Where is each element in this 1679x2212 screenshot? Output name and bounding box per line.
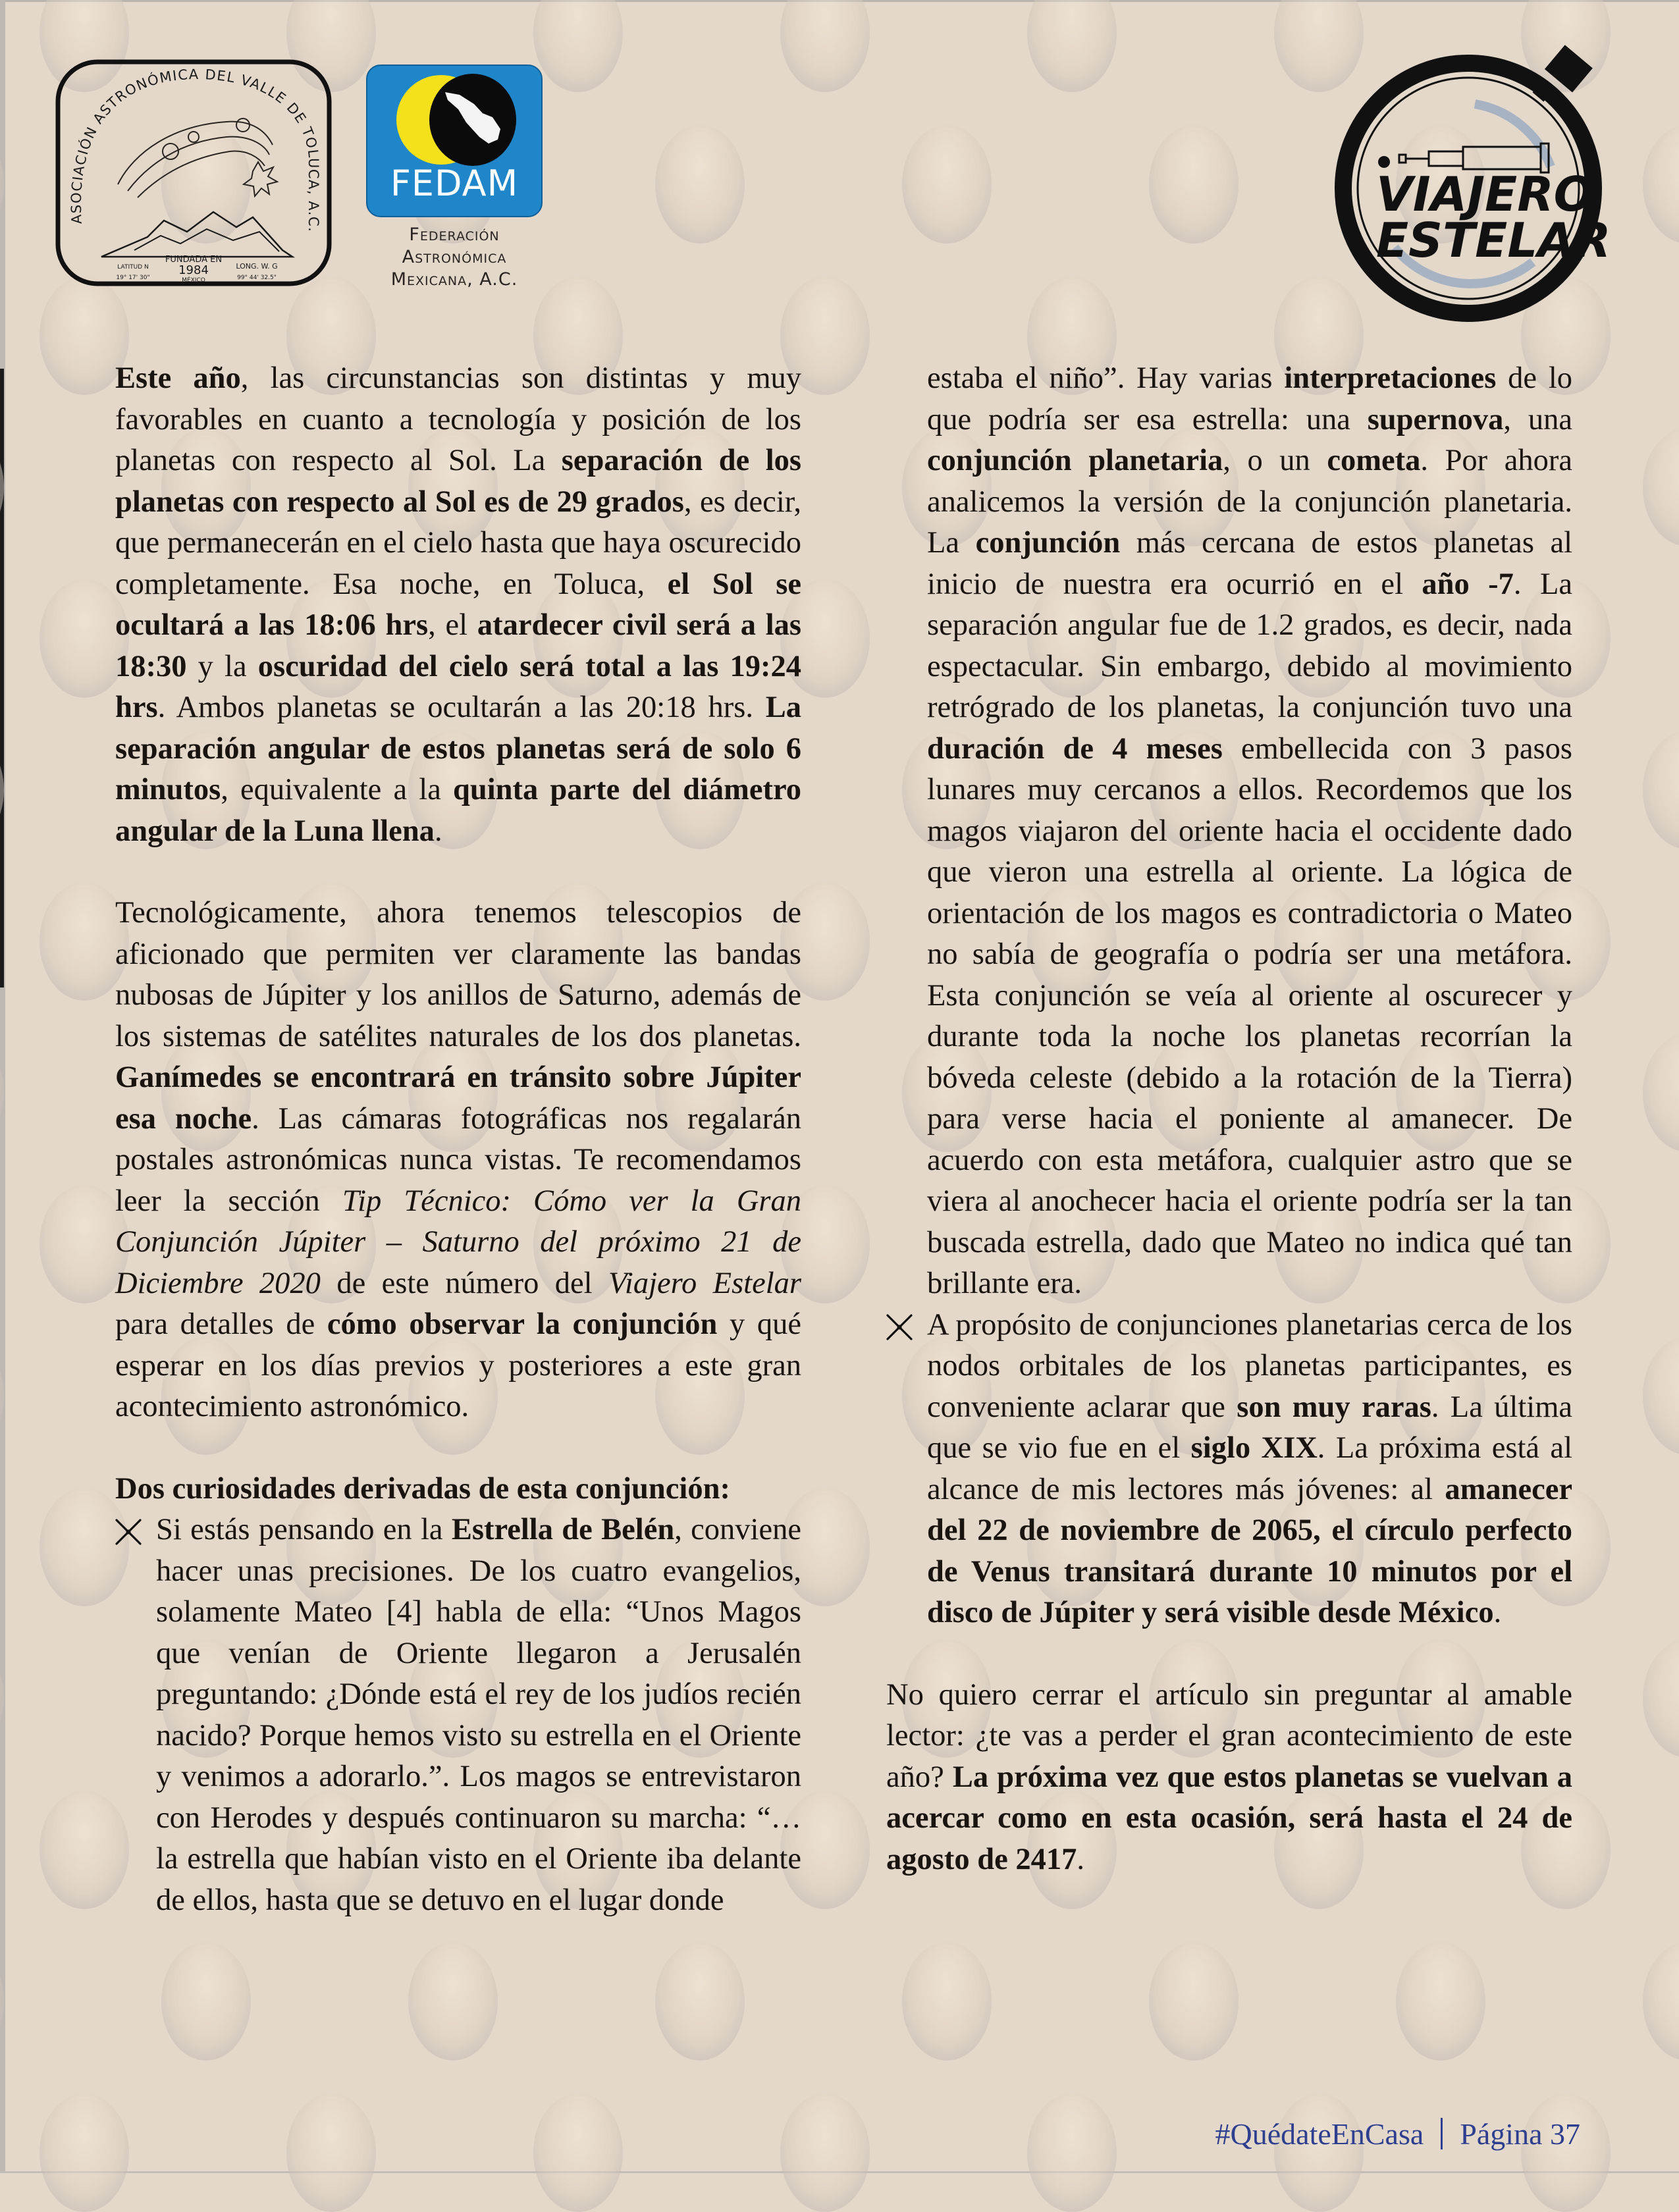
moon-decoration xyxy=(408,1942,498,2061)
text-run: de lo que podría ser esa estrella: una xyxy=(927,361,1573,436)
viajero-estelar-logo xyxy=(1323,38,1620,328)
text-run: . La última que se vio fue en el xyxy=(927,1390,1572,1465)
page-footer xyxy=(1215,2117,1580,2151)
moon-decoration xyxy=(0,428,4,546)
text-run: . La separación angular fue de 1.2 grados, es decir, nada espectacular. Sin embargo, debido al movimiento retrógrado de los planetas, la conjunción tuvo una xyxy=(927,567,1572,724)
article-column-left xyxy=(115,358,801,1921)
moon-decoration xyxy=(1274,2094,1364,2212)
moon-decoration xyxy=(0,1336,4,1455)
bold-run: cometa xyxy=(1327,444,1421,477)
moon-decoration xyxy=(286,2094,376,2212)
bold-run: año -7 xyxy=(1422,567,1514,601)
bold-run: quinta parte del diámetro angular de la Luna llena xyxy=(115,773,802,848)
moon-decoration xyxy=(1027,2094,1117,2212)
aavt-founded-year: 1984 xyxy=(178,263,209,277)
moon-decoration xyxy=(1521,2094,1611,2212)
italic-run: Tip Técnico: Cómo ver la Gran Conjunción Júpiter – Saturno del próximo 21 de Diciembre 2020 xyxy=(115,1184,801,1300)
moon-decoration xyxy=(533,2094,623,2212)
text-run: , es decir, que permanecerán en el cielo hasta que haya oscurecido completamente. Esa noche, en Toluca, xyxy=(115,485,801,601)
moon-decoration xyxy=(1643,125,1679,244)
article-column-right xyxy=(886,358,1572,1880)
four-point-star-icon xyxy=(885,1314,914,1340)
moon-decoration xyxy=(655,125,745,244)
bold-run: conjunción planetaria xyxy=(927,444,1223,477)
text-run: estaba el niño”. Hay varias xyxy=(927,361,1285,395)
fedam-caption-line: Federación xyxy=(409,224,500,245)
moon-decoration xyxy=(1643,428,1679,546)
moon-decoration xyxy=(1643,1639,1679,1758)
bullet-text xyxy=(927,358,1572,1305)
moon-decoration xyxy=(40,2094,129,2212)
text-run: . La próxima está al alcance de mis lectores más jóvenes: al xyxy=(927,1431,1572,1506)
moon-decoration xyxy=(1149,125,1239,244)
fedam-logo xyxy=(366,65,543,288)
text-run: . xyxy=(1077,1842,1084,1876)
bullet-item-star-of-bethlehem xyxy=(115,1510,801,1921)
moon-decoration xyxy=(1149,1942,1239,2061)
bold-run: duración de 4 meses xyxy=(927,731,1223,766)
text-run: . Ambos planetas se ocultarán a las 20:18 hrs. xyxy=(157,691,766,724)
fedam-caption-line: Mexicana, A.C. xyxy=(390,269,518,290)
aavt-latitude-value: 19° 17' 30" xyxy=(116,275,150,281)
fedam-caption-line: Astronómica xyxy=(402,247,507,267)
aavt-latitude-label: LATITUD N xyxy=(117,264,149,271)
aavt-longitude-label: LONG. W. G xyxy=(236,262,278,271)
bullet-text xyxy=(927,1305,1572,1634)
bold-run: son muy raras xyxy=(1237,1390,1431,1424)
bold-run: interpretaciones xyxy=(1284,361,1497,395)
bold-run: separación de los planetas con respecto al Sol es de 29 grados xyxy=(115,444,801,519)
moon-decoration xyxy=(780,0,870,92)
text-run: , una xyxy=(1503,402,1572,436)
text-run: No quiero cerrar el artículo sin preguntar al amable lector: ¿te vas a perder el gran acontecimiento de este año? xyxy=(886,1677,1572,1794)
moon-decoration xyxy=(1027,0,1117,92)
bold-run: La separación angular de estos planetas será de solo 6 minutos xyxy=(115,691,801,806)
moon-decoration xyxy=(655,1942,745,2061)
text-run: Tecnológicamente, ahora tenemos telescopios de aficionado que permiten ver claramente las bandas nubosas de Júpiter y los anillos de Saturno, además de los sistemas de satélites naturales de los dos planetas. xyxy=(115,896,801,1053)
bullet-text xyxy=(156,1510,801,1921)
text-run: , conviene hacer unas precisiones. De los cuatro evangelios, solamente Mateo [4] habla de ella: “Unos Magos que venían de Oriente llegaron a Jerusalén preguntando: ¿Dónde está el rey de los judíos recién nacido? Porque hemos visto su estrella en el Oriente y venimos a adorarlo.”. Los magos se entrevistaron con Herodes y después continuaron su marcha: “… la estrella que habían visto en el Oriente iba delante de ellos, hasta que se detuvo en el lugar donde xyxy=(156,1513,801,1917)
text-run: A propósito de conjunciones planetarias cerca de los nodos orbitales de los planetas participantes, es conveniente aclarar que xyxy=(927,1307,1572,1424)
paragraph-closing xyxy=(886,1675,1572,1881)
text-run: para detalles de xyxy=(115,1307,327,1341)
four-point-star-icon xyxy=(114,1519,143,1545)
fedam-emblem xyxy=(366,65,543,217)
text-run: embellecida con 3 pasos lunares muy cercanos a ellos. Recordemos que los magos viajaron del oriente hacia el occidente dado que vieron una estrella al oriente. La lógica de orientación de los magos es contradictoria o Mateo no sabía de geografía o podría ser una metáfora. Esta conjunción se veía al oriente al oscurecer y durante toda la noche los planetas recorrían la bóveda celeste (debido a la rotación de la Tierra) para verse hacia el poniente al amanecer. De acuerdo con esta metáfora, cualquier astro que se viera al anochecer hacia el oriente podría ser la tan buscada estrella, dado que Mateo no indica qué tan brillante era. xyxy=(927,731,1572,1300)
moon-decoration xyxy=(902,1942,992,2061)
aavt-country: MÉXICO xyxy=(182,277,205,284)
moon-decoration xyxy=(1643,731,1679,849)
text-run: y la xyxy=(186,649,258,683)
footer-separator xyxy=(1441,2118,1443,2149)
text-run: . Por ahora analicemos la versión de la conjunción planetaria. La xyxy=(927,444,1573,560)
text-run: . xyxy=(1493,1596,1502,1629)
bold-run: siglo XIX xyxy=(1190,1431,1318,1465)
moon-decoration xyxy=(161,1942,251,2061)
viajero-wordmark-line1: VIAJERO xyxy=(1376,167,1594,222)
svg-text:ASOCIACIÓN ASTRONÓMICA DEL VAL xyxy=(68,66,321,232)
moon-decoration xyxy=(0,1639,4,1758)
bold-run: amanecer del 22 de noviembre de 2065, el círculo perfecto de Venus transitará durante 10 minutos por el disco de Júpiter y será visible desde México xyxy=(927,1472,1572,1629)
bold-run: supernova xyxy=(1367,402,1504,436)
moon-decoration xyxy=(533,0,623,92)
viajero-wordmark-line2: ESTELAR xyxy=(1376,213,1611,268)
italic-run: Viajero Estelar xyxy=(608,1266,801,1300)
aavt-longitude-value: 99° 44' 32.5" xyxy=(237,275,277,281)
bold-run: conjunción xyxy=(975,526,1121,560)
moon-decoration xyxy=(780,2094,870,2212)
moon-decoration xyxy=(0,1942,4,2061)
bold-run: Este año xyxy=(115,361,241,395)
text-run: , las circunstancias son distintas y muy favorables en cuanto a tecnología y posición de los planetas con respecto al Sol. La xyxy=(115,361,801,477)
bullet-item-orbital-nodes xyxy=(886,1305,1572,1634)
bullet-item-continuation xyxy=(886,358,1572,1305)
bold-run: oscuridad del cielo será total a las 19:24 hrs xyxy=(115,649,801,724)
footer-hashtag: #QuédateEnCasa xyxy=(1215,2117,1424,2151)
section-heading-curiosities: Dos curiosidades derivadas de esta conjunción: xyxy=(115,1471,730,1506)
aavt-arc-text: ASOCIACIÓN ASTRONÓMICA DEL VALLE DE TOLUCA, A.C. xyxy=(68,66,322,233)
aavt-founded-label: FUNDADA EN xyxy=(165,255,223,265)
moon-decoration xyxy=(902,125,992,244)
text-run: , o un xyxy=(1223,444,1327,477)
text-run: de este número del xyxy=(320,1266,608,1300)
bold-run: Estrella de Belén xyxy=(451,1513,675,1546)
bold-run: el Sol se ocultará a las 18:06 hrs xyxy=(115,567,801,642)
page-number: Página 37 xyxy=(1460,2117,1580,2151)
moon-decoration xyxy=(0,1034,4,1152)
moon-decoration xyxy=(1396,1942,1485,2061)
text-run: , el xyxy=(428,608,477,642)
aavt-logo xyxy=(55,59,332,286)
fedam-wordmark: FEDAM xyxy=(390,163,519,204)
moon-decoration xyxy=(0,731,4,849)
paragraph-technology xyxy=(115,893,801,1428)
bold-run: atardecer civil será a las 18:30 xyxy=(115,608,801,683)
bold-run: cómo observar la conjunción xyxy=(327,1307,718,1341)
text-run: más cercana de estos planetas al inicio de nuestra era ocurrió en el xyxy=(927,526,1572,601)
bold-run: Ganímedes se encontrará en tránsito sobre Júpiter esa noche xyxy=(115,1061,801,1136)
paragraph-conditions xyxy=(115,358,801,852)
moon-decoration xyxy=(1643,1942,1679,2061)
text-run: Si estás pensando en la xyxy=(156,1513,452,1546)
text-run: . xyxy=(434,814,442,848)
bold-run: La próxima vez que estos planetas se vuelvan a acercar como en esta ocasión, será hasta el 24 de agosto de 2417 xyxy=(886,1760,1573,1876)
moon-decoration xyxy=(1643,1336,1679,1455)
moon-decoration xyxy=(1643,1034,1679,1152)
text-run: . Las cámaras fotográficas nos regalarán postales astronómicas nunca vistas. Te recomendamos leer la sección xyxy=(115,1101,801,1218)
moon-decoration xyxy=(0,125,4,244)
text-run: , equivalente a la xyxy=(221,773,454,806)
text-run: y qué esperar en los días previos y posteriores a este gran acontecimiento astronómico. xyxy=(115,1307,802,1423)
